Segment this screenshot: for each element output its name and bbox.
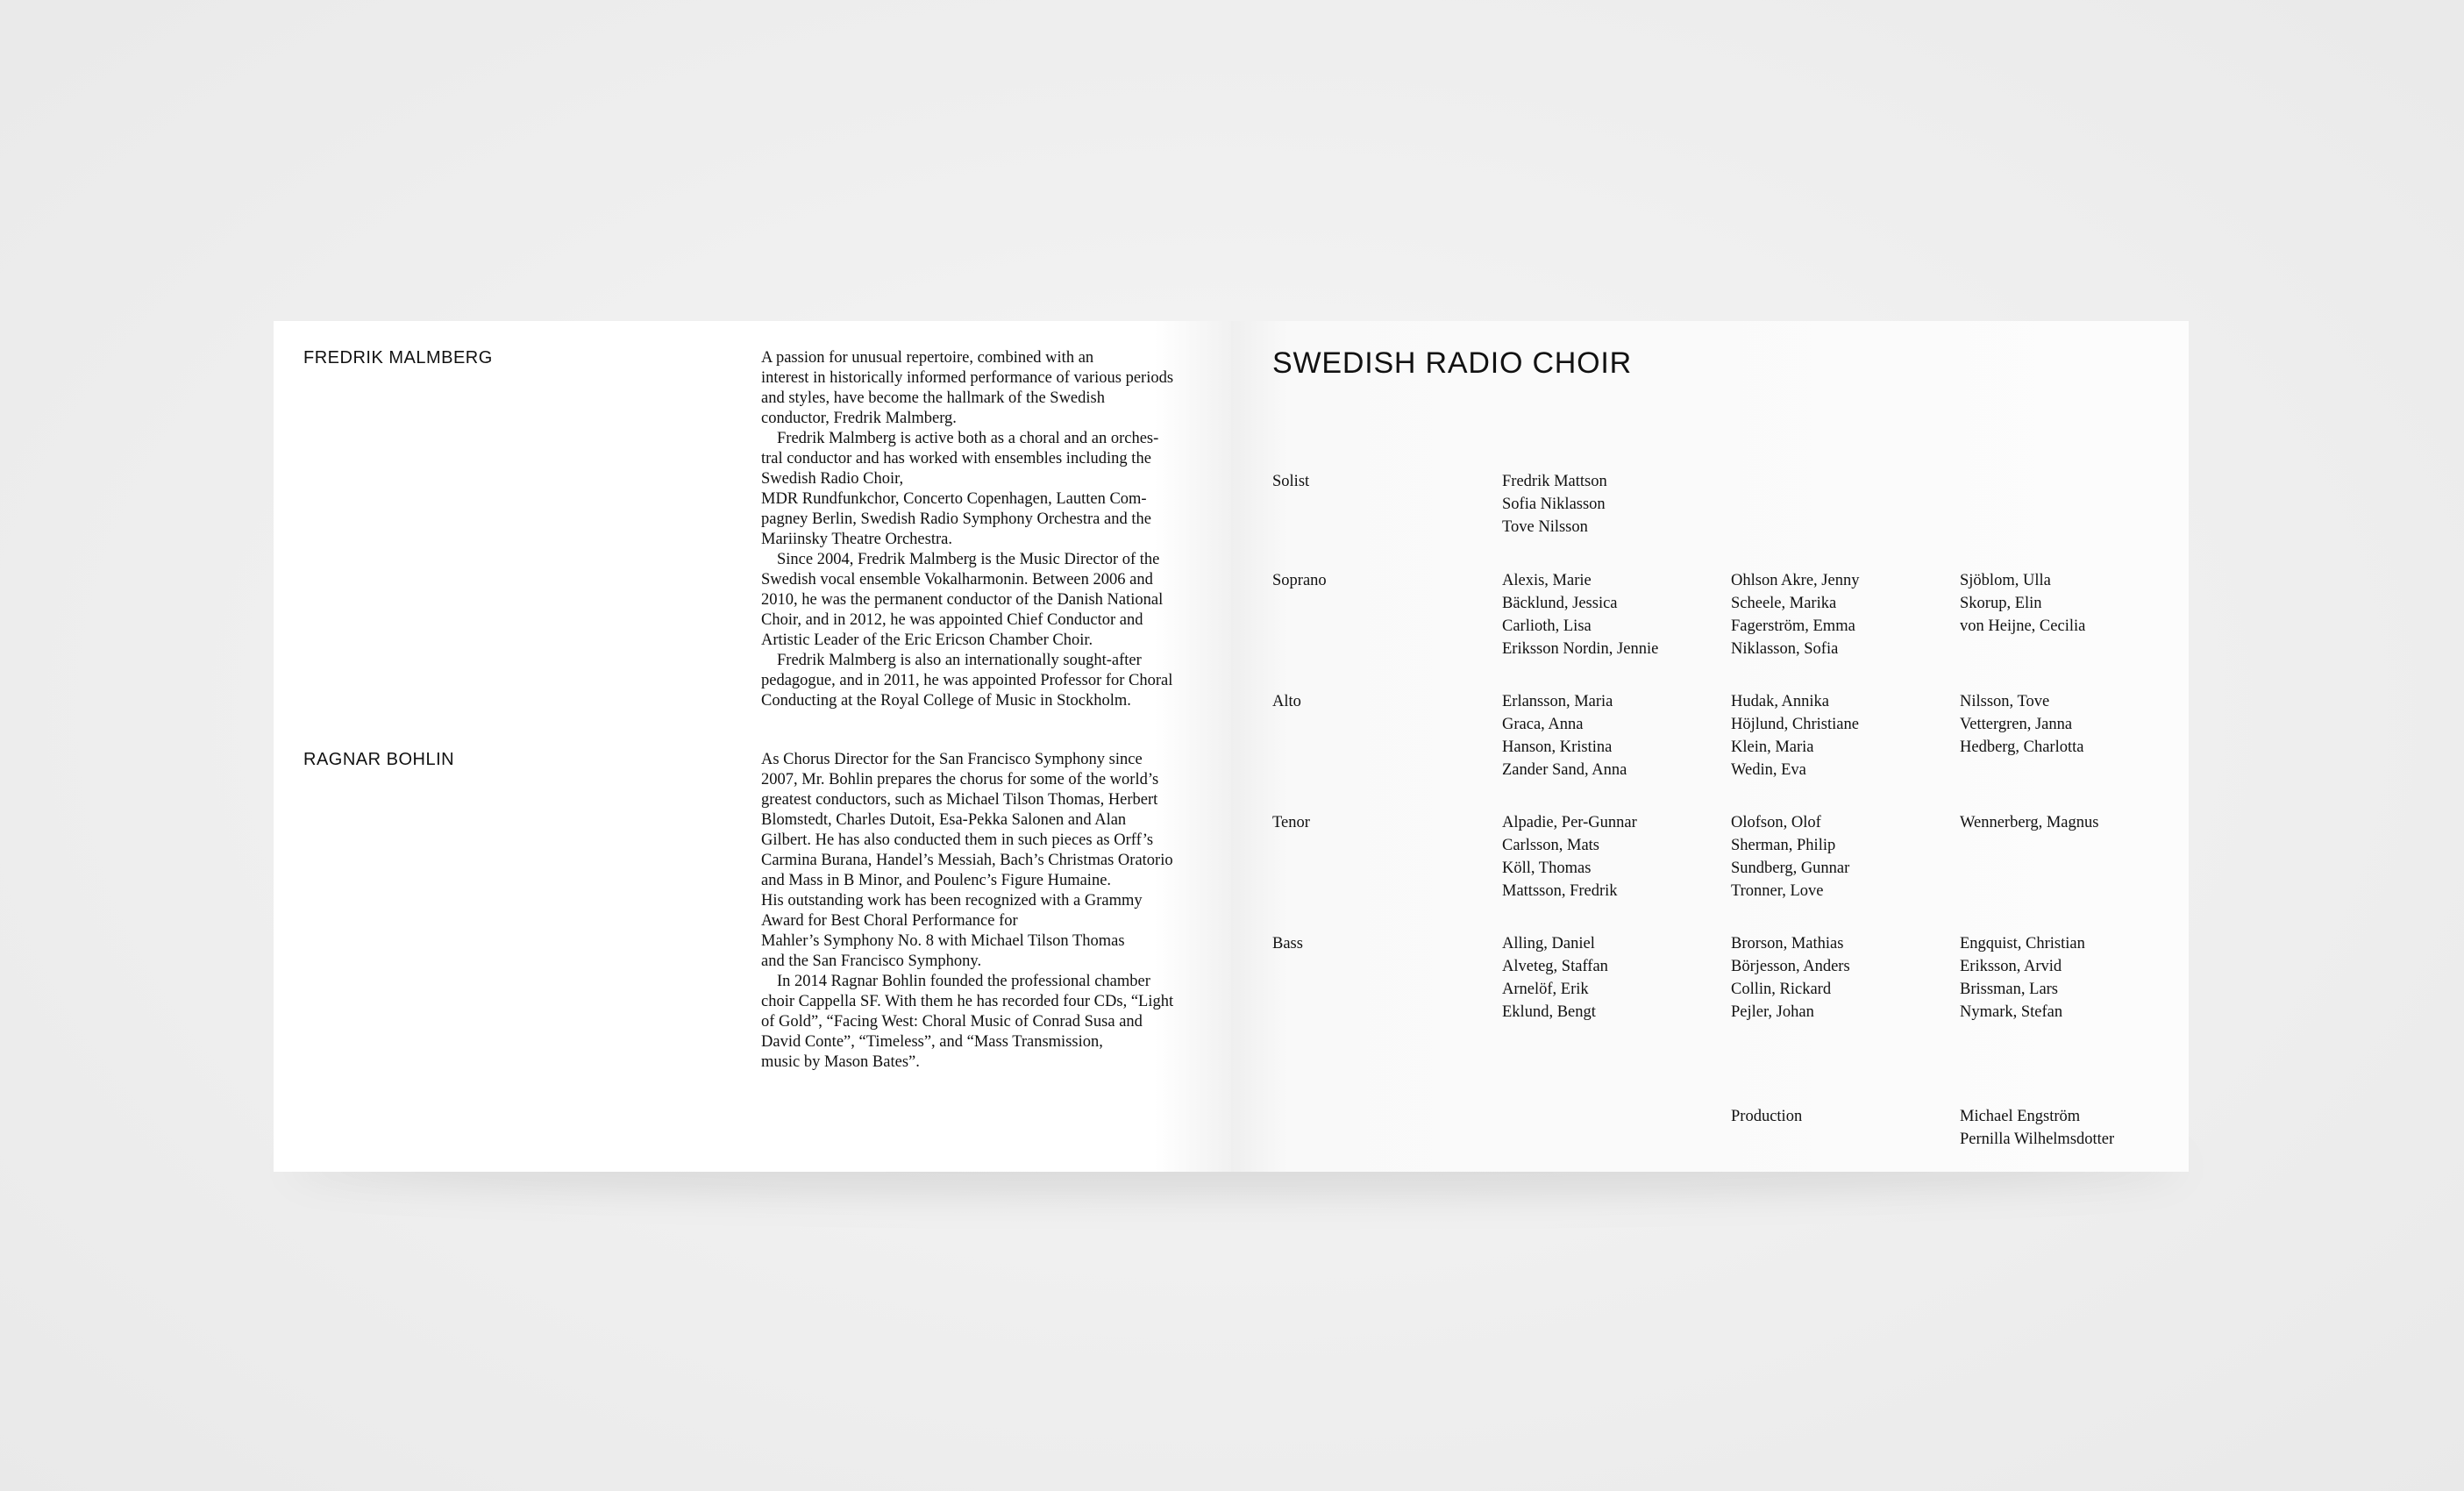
member-name: Erlansson, Maria — [1502, 693, 1613, 710]
name-column — [1960, 569, 2085, 638]
section-label-alto: Alto — [1272, 693, 1301, 710]
member-name: Sjöblom, Ulla — [1960, 572, 2051, 589]
member-name: Eklund, Bengt — [1502, 1003, 1596, 1021]
member-name: Fagerström, Emma — [1731, 617, 1855, 635]
section-label-soprano: Soprano — [1272, 572, 1327, 589]
member-name: von Heijne, Cecilia — [1960, 617, 2086, 635]
bio-paragraph: Fredrik Malmberg is also an internationally sought-after pedagogue, and in 2011, he was appointed Professor for Choral Conducting at the Royal College of Music in Stockholm. — [761, 652, 1173, 710]
bio-paragraph: Since 2004, Fredrik Malmberg is the Music Director of the Swedish vocal ensemble Vokalharmonin. Between 2006 and 2010, he was the permanent conductor of the Danish National Choir, and in 2012, he was appointed Chief Conductor and Artistic Leader of the Eric Ericson Chamber Choir. — [761, 551, 1164, 649]
member-name: Carlsson, Mats — [1502, 837, 1599, 854]
member-name: Michael Engström — [1960, 1108, 2081, 1125]
member-name: Niklasson, Sofia — [1731, 640, 1839, 658]
member-name: Börjesson, Anders — [1731, 958, 1850, 975]
member-name: Klein, Maria — [1731, 738, 1814, 756]
bio-heading-malmberg: FREDRIK MALMBERG — [303, 348, 493, 367]
production-names — [1960, 1105, 2114, 1151]
member-name: Nilsson, Tove — [1960, 693, 2050, 710]
member-name: Carlioth, Lisa — [1502, 617, 1592, 635]
section-label-bass: Bass — [1272, 935, 1303, 952]
member-name: Alveteg, Staffan — [1502, 958, 1608, 975]
name-column — [1502, 470, 1607, 539]
name-column — [1502, 932, 1608, 1024]
member-name: Hanson, Kristina — [1502, 738, 1613, 756]
member-name: Tronner, Love — [1731, 882, 1824, 900]
bio-text-bohlin — [761, 750, 1200, 1073]
bio-paragraph: In 2014 Ragnar Bohlin founded the professional chamber choir Cappella SF. With them he has recorded four CDs, “Light of Gold”, “Facing West: Choral Music of Conrad Susa and David Conte”, “Timeless”, and “Mass Transmission, music by Mason Bates”. — [761, 973, 1174, 1071]
name-column — [1731, 690, 1859, 781]
name-column — [1502, 811, 1637, 902]
member-name: Skorup, Elin — [1960, 595, 2042, 612]
member-name: Collin, Rickard — [1731, 981, 1832, 998]
member-name: Alpadie, Per-Gunnar — [1502, 814, 1637, 831]
name-column — [1731, 811, 1849, 902]
member-name: Pejler, Johan — [1731, 1003, 1814, 1021]
member-name: Sherman, Philip — [1731, 837, 1836, 854]
member-name: Alexis, Marie — [1502, 572, 1592, 589]
member-name: Brissman, Lars — [1960, 981, 2059, 998]
member-name: Tove Nilsson — [1502, 518, 1588, 536]
member-name: Höjlund, Christiane — [1731, 716, 1859, 733]
name-column — [1960, 932, 2085, 1024]
member-name: Vettergren, Janna — [1960, 716, 2073, 733]
member-name: Arnelöf, Erik — [1502, 981, 1589, 998]
member-name: Fredrik Mattson — [1502, 473, 1607, 490]
section-label-solist: Solist — [1272, 473, 1310, 490]
name-column — [1502, 690, 1627, 781]
member-name: Nymark, Stefan — [1960, 1003, 2063, 1021]
member-name: Hedberg, Charlotta — [1960, 738, 2084, 756]
bio-heading-bohlin: RAGNAR BOHLIN — [303, 750, 455, 769]
name-column — [1502, 569, 1658, 660]
name-column — [1960, 690, 2083, 759]
name-column — [1960, 811, 2098, 834]
member-name: Mattsson, Fredrik — [1502, 882, 1618, 900]
member-name: Eriksson, Arvid — [1960, 958, 2062, 975]
section-label-tenor: Tenor — [1272, 814, 1310, 831]
choir-title: SWEDISH RADIO CHOIR — [1272, 346, 1633, 380]
bio-paragraph: As Chorus Director for the San Francisco Symphony since 2007, Mr. Bohlin prepares the chorus for some of the world’s greatest conductors, such as Michael Tilson Thomas, Herbert Blomstedt, Charles Dutoit, Esa-Pekka Salonen and Alan Gilbert. He has also conducted them in such pieces as Orff’s Carmina Burana, Handel’s Messiah, Bach’s Christmas Oratorio and Mass in B Minor, and Poulenc’s Figure Humaine. His outstanding work has been recognized with a Grammy Award for Best Choral Performance for Mahler’s Symphony No. 8 with Michael Tilson Thomas and the San Francisco Symphony. — [761, 751, 1173, 970]
member-name: Wedin, Eva — [1731, 761, 1806, 779]
member-name: Bäcklund, Jessica — [1502, 595, 1618, 612]
member-name: Ohlson Akre, Jenny — [1731, 572, 1860, 589]
member-name: Scheele, Marika — [1731, 595, 1837, 612]
member-name: Pernilla Wilhelmsdotter — [1960, 1131, 2115, 1148]
member-name: Graca, Anna — [1502, 716, 1584, 733]
member-name: Wennerberg, Magnus — [1960, 814, 2099, 831]
member-name: Alling, Daniel — [1502, 935, 1595, 952]
bio-paragraph: A passion for unusual repertoire, combined with an interest in historically informed performance of various periods and styles, have become the hallmark of the Swedish conductor, Fredrik Malmberg. — [761, 349, 1174, 427]
bio-text-malmberg — [761, 348, 1200, 711]
name-column — [1731, 932, 1850, 1024]
member-name: Olofson, Olof — [1731, 814, 1821, 831]
member-name: Brorson, Mathias — [1731, 935, 1844, 952]
member-name: Sofia Niklasson — [1502, 496, 1606, 513]
name-column — [1731, 569, 1859, 660]
member-name: Hudak, Annika — [1731, 693, 1830, 710]
member-name: Zander Sand, Anna — [1502, 761, 1627, 779]
production-label: Production — [1731, 1108, 1803, 1125]
bio-paragraph: Fredrik Malmberg is active both as a choral and an orches- tral conductor and has worked with ensembles including the Swedish Radio Choir, MDR Rundfunkchor, Concerto Copenhagen, Lautten Com- pagney Berlin, Swedish Radio Symphony Orchestra and the Mariinsky Theatre Orchestra. — [761, 430, 1159, 548]
member-name: Köll, Thomas — [1502, 860, 1592, 877]
member-name: Eriksson Nordin, Jennie — [1502, 640, 1659, 658]
member-name: Sundberg, Gunnar — [1731, 860, 1850, 877]
member-name: Engquist, Christian — [1960, 935, 2085, 952]
